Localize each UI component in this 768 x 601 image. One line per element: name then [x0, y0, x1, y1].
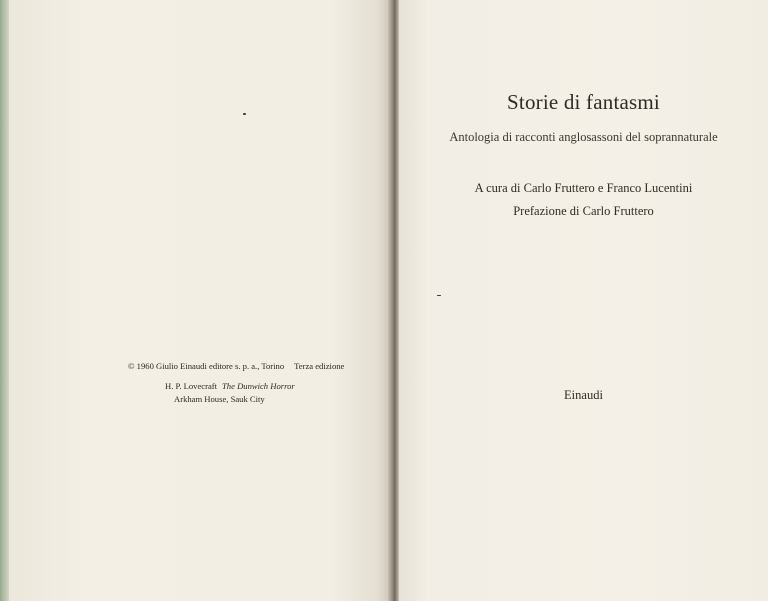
book-subtitle: Antologia di racconti anglosassoni del soprannaturale	[449, 130, 718, 144]
publisher-credit: Arkham House, Sauk City	[174, 394, 265, 404]
publisher-name: Einaudi	[564, 388, 603, 402]
left-page	[9, 0, 389, 601]
author-credit: H. P. Lovecraft	[165, 381, 218, 391]
colophon	[100, 360, 370, 406]
editors-line: A cura di Carlo Fruttero e Franco Lucentini	[474, 181, 693, 195]
ink-speck	[437, 295, 441, 296]
copyright-text: © 1960 Giulio Einaudi editore s. p. a., Torino	[128, 361, 285, 371]
preface-line: Prefazione di Carlo Fruttero	[513, 204, 654, 218]
copyright-line	[128, 360, 370, 373]
credit-line	[165, 380, 370, 393]
cover-edge	[0, 0, 9, 601]
edition-text: Terza edizione	[294, 361, 345, 371]
book-title: Storie di fantasmi	[507, 90, 660, 114]
ink-speck	[243, 113, 246, 115]
work-title: The Dunwich Horror	[222, 381, 295, 391]
